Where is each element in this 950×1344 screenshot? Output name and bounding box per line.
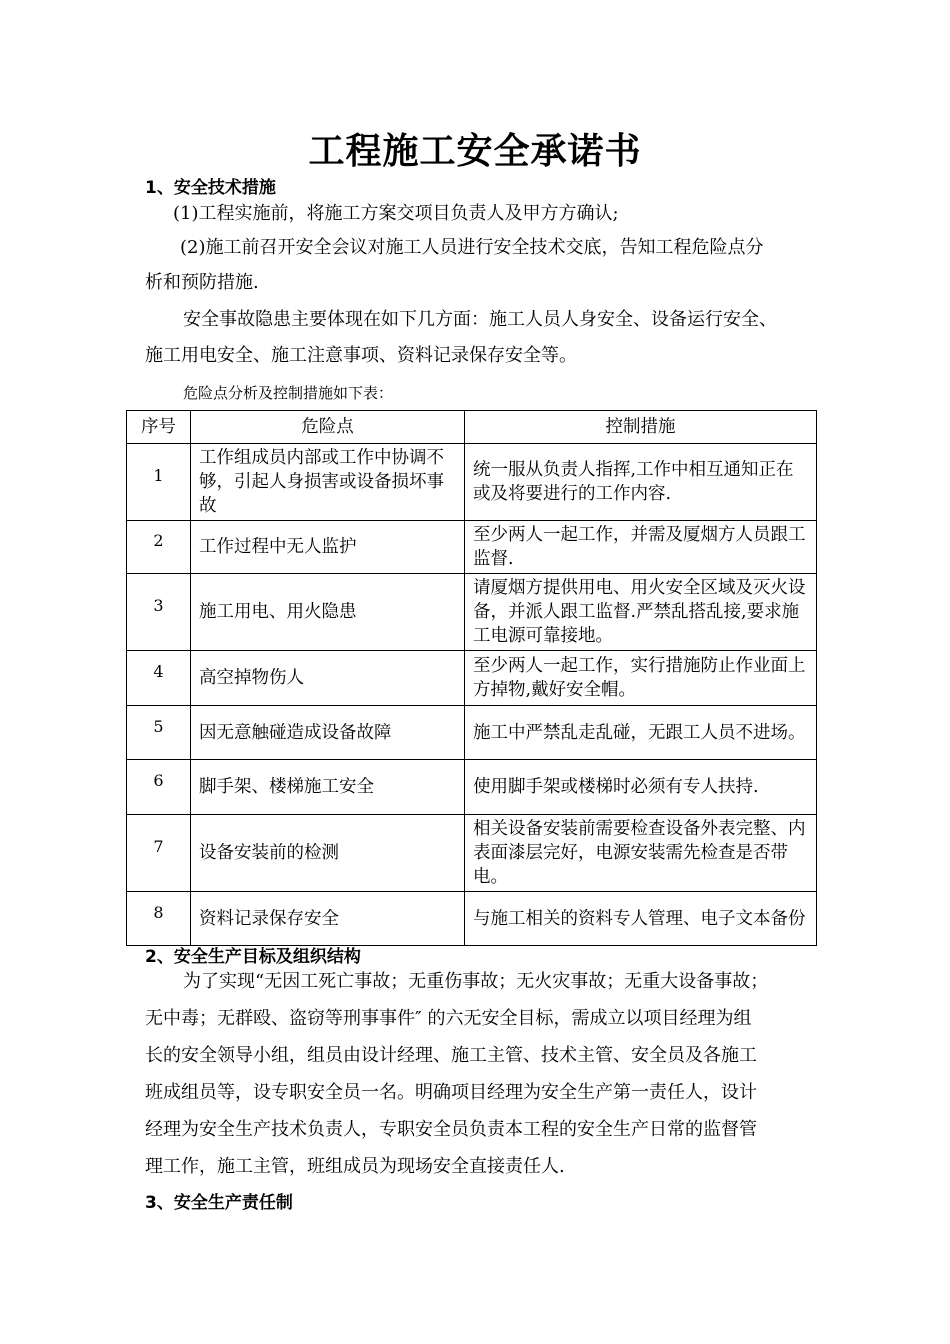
section-2-line: 理工作，施工主管，班组成员为现场安全直接责任人. — [145, 1156, 565, 1177]
row-measure: 请厦烟方提供用电、用火安全区域及灭火设备，并派人跟工监督.严禁乱搭乱接,要求施工电源可靠接地。 — [465, 574, 817, 651]
section-3-heading: 3、安全生产责任制 — [145, 1193, 293, 1213]
row-number: 3 — [127, 574, 191, 651]
row-measure: 统一服从负责人指挥,工作中相互通知正在或及将要进行的工作内容. — [465, 444, 817, 521]
row-measure: 相关设备安装前需要检查设备外表完整、内表面漆层完好，电源安装需先检查是否带电。 — [465, 815, 817, 892]
table-row — [127, 521, 817, 574]
row-measure: 使用脚手架或楼梯时必须有专人扶持. — [465, 760, 817, 815]
table-row — [127, 815, 817, 892]
section-2-line: 班成组员等，设专职安全员一名。明确项目经理为安全生产第一责任人，设计 — [145, 1082, 757, 1103]
section-2-line: 为了实现“无因工死亡事故；无重伤事故；无火灾事故；无重大设备事故； — [183, 971, 769, 992]
table-row — [127, 651, 817, 706]
section-1-item-2-line-1: (2)施工前召开安全会议对施工人员进行安全技术交底，告知工程危险点分 — [180, 237, 764, 258]
row-risk: 脚手架、楼梯施工安全 — [191, 760, 465, 815]
row-measure: 与施工相关的资料专人管理、电子文本备份 — [465, 892, 817, 946]
row-risk: 设备安装前的检测 — [191, 815, 465, 892]
section-1-item-1: (1)工程实施前，将施工方案交项目负责人及甲方方确认; — [173, 203, 619, 224]
row-number: 4 — [127, 651, 191, 706]
row-risk: 因无意触碰造成设备故障 — [191, 706, 465, 760]
section-1-item-2-line-2: 析和预防措施. — [145, 272, 259, 293]
row-measure: 至少两人一起工作，并需及厦烟方人员跟工监督. — [465, 521, 817, 574]
table-intro: 危险点分析及控制措施如下表： — [183, 384, 394, 402]
table-header-row — [127, 411, 817, 444]
row-number: 6 — [127, 760, 191, 815]
table-row — [127, 760, 817, 815]
section-2-line: 长的安全领导小组，组员由设计经理、施工主管、技术主管、安全员及各施工 — [145, 1045, 757, 1066]
section-1-paragraph-line-2: 施工用电安全、施工注意事项、资料记录保存安全等。 — [145, 345, 577, 366]
header-risk: 危险点 — [191, 411, 465, 444]
document-title: 工程施工安全承诺书 — [308, 130, 642, 172]
risk-control-table — [126, 410, 817, 946]
section-2-line: 经理为安全生产技术负责人，专职安全员负责本工程的安全生产日常的监督管 — [145, 1119, 757, 1140]
header-number: 序号 — [127, 411, 191, 444]
row-measure: 至少两人一起工作，实行措施防止作业面上方掉物,戴好安全帽。 — [465, 651, 817, 706]
row-measure: 施工中严禁乱走乱碰，无跟工人员不进场。 — [465, 706, 817, 760]
section-2-heading: 2、安全生产目标及组织结构 — [145, 947, 361, 967]
row-risk: 高空掉物伤人 — [191, 651, 465, 706]
table-row — [127, 892, 817, 946]
row-risk: 工作过程中无人监护 — [191, 521, 465, 574]
table-row — [127, 574, 817, 651]
section-1-paragraph-line-1: 安全事故隐患主要体现在如下几方面：施工人员人身安全、设备运行安全、 — [183, 309, 777, 330]
row-number: 7 — [127, 815, 191, 892]
row-risk: 资料记录保存安全 — [191, 892, 465, 946]
row-risk: 施工用电、用火隐患 — [191, 574, 465, 651]
row-risk: 工作组成员内部或工作中协调不够，引起人身损害或设备损坏事故 — [191, 444, 465, 521]
row-number: 8 — [127, 892, 191, 946]
table-row — [127, 706, 817, 760]
row-number: 2 — [127, 521, 191, 574]
header-measure: 控制措施 — [465, 411, 817, 444]
section-1-heading: 1、安全技术措施 — [145, 178, 276, 198]
row-number: 5 — [127, 706, 191, 760]
section-2-line: 无中毒；无群殴、盗窃等刑事事件″ 的六无安全目标，需成立以项目经理为组 — [145, 1008, 752, 1029]
table-row — [127, 444, 817, 521]
row-number: 1 — [127, 444, 191, 521]
